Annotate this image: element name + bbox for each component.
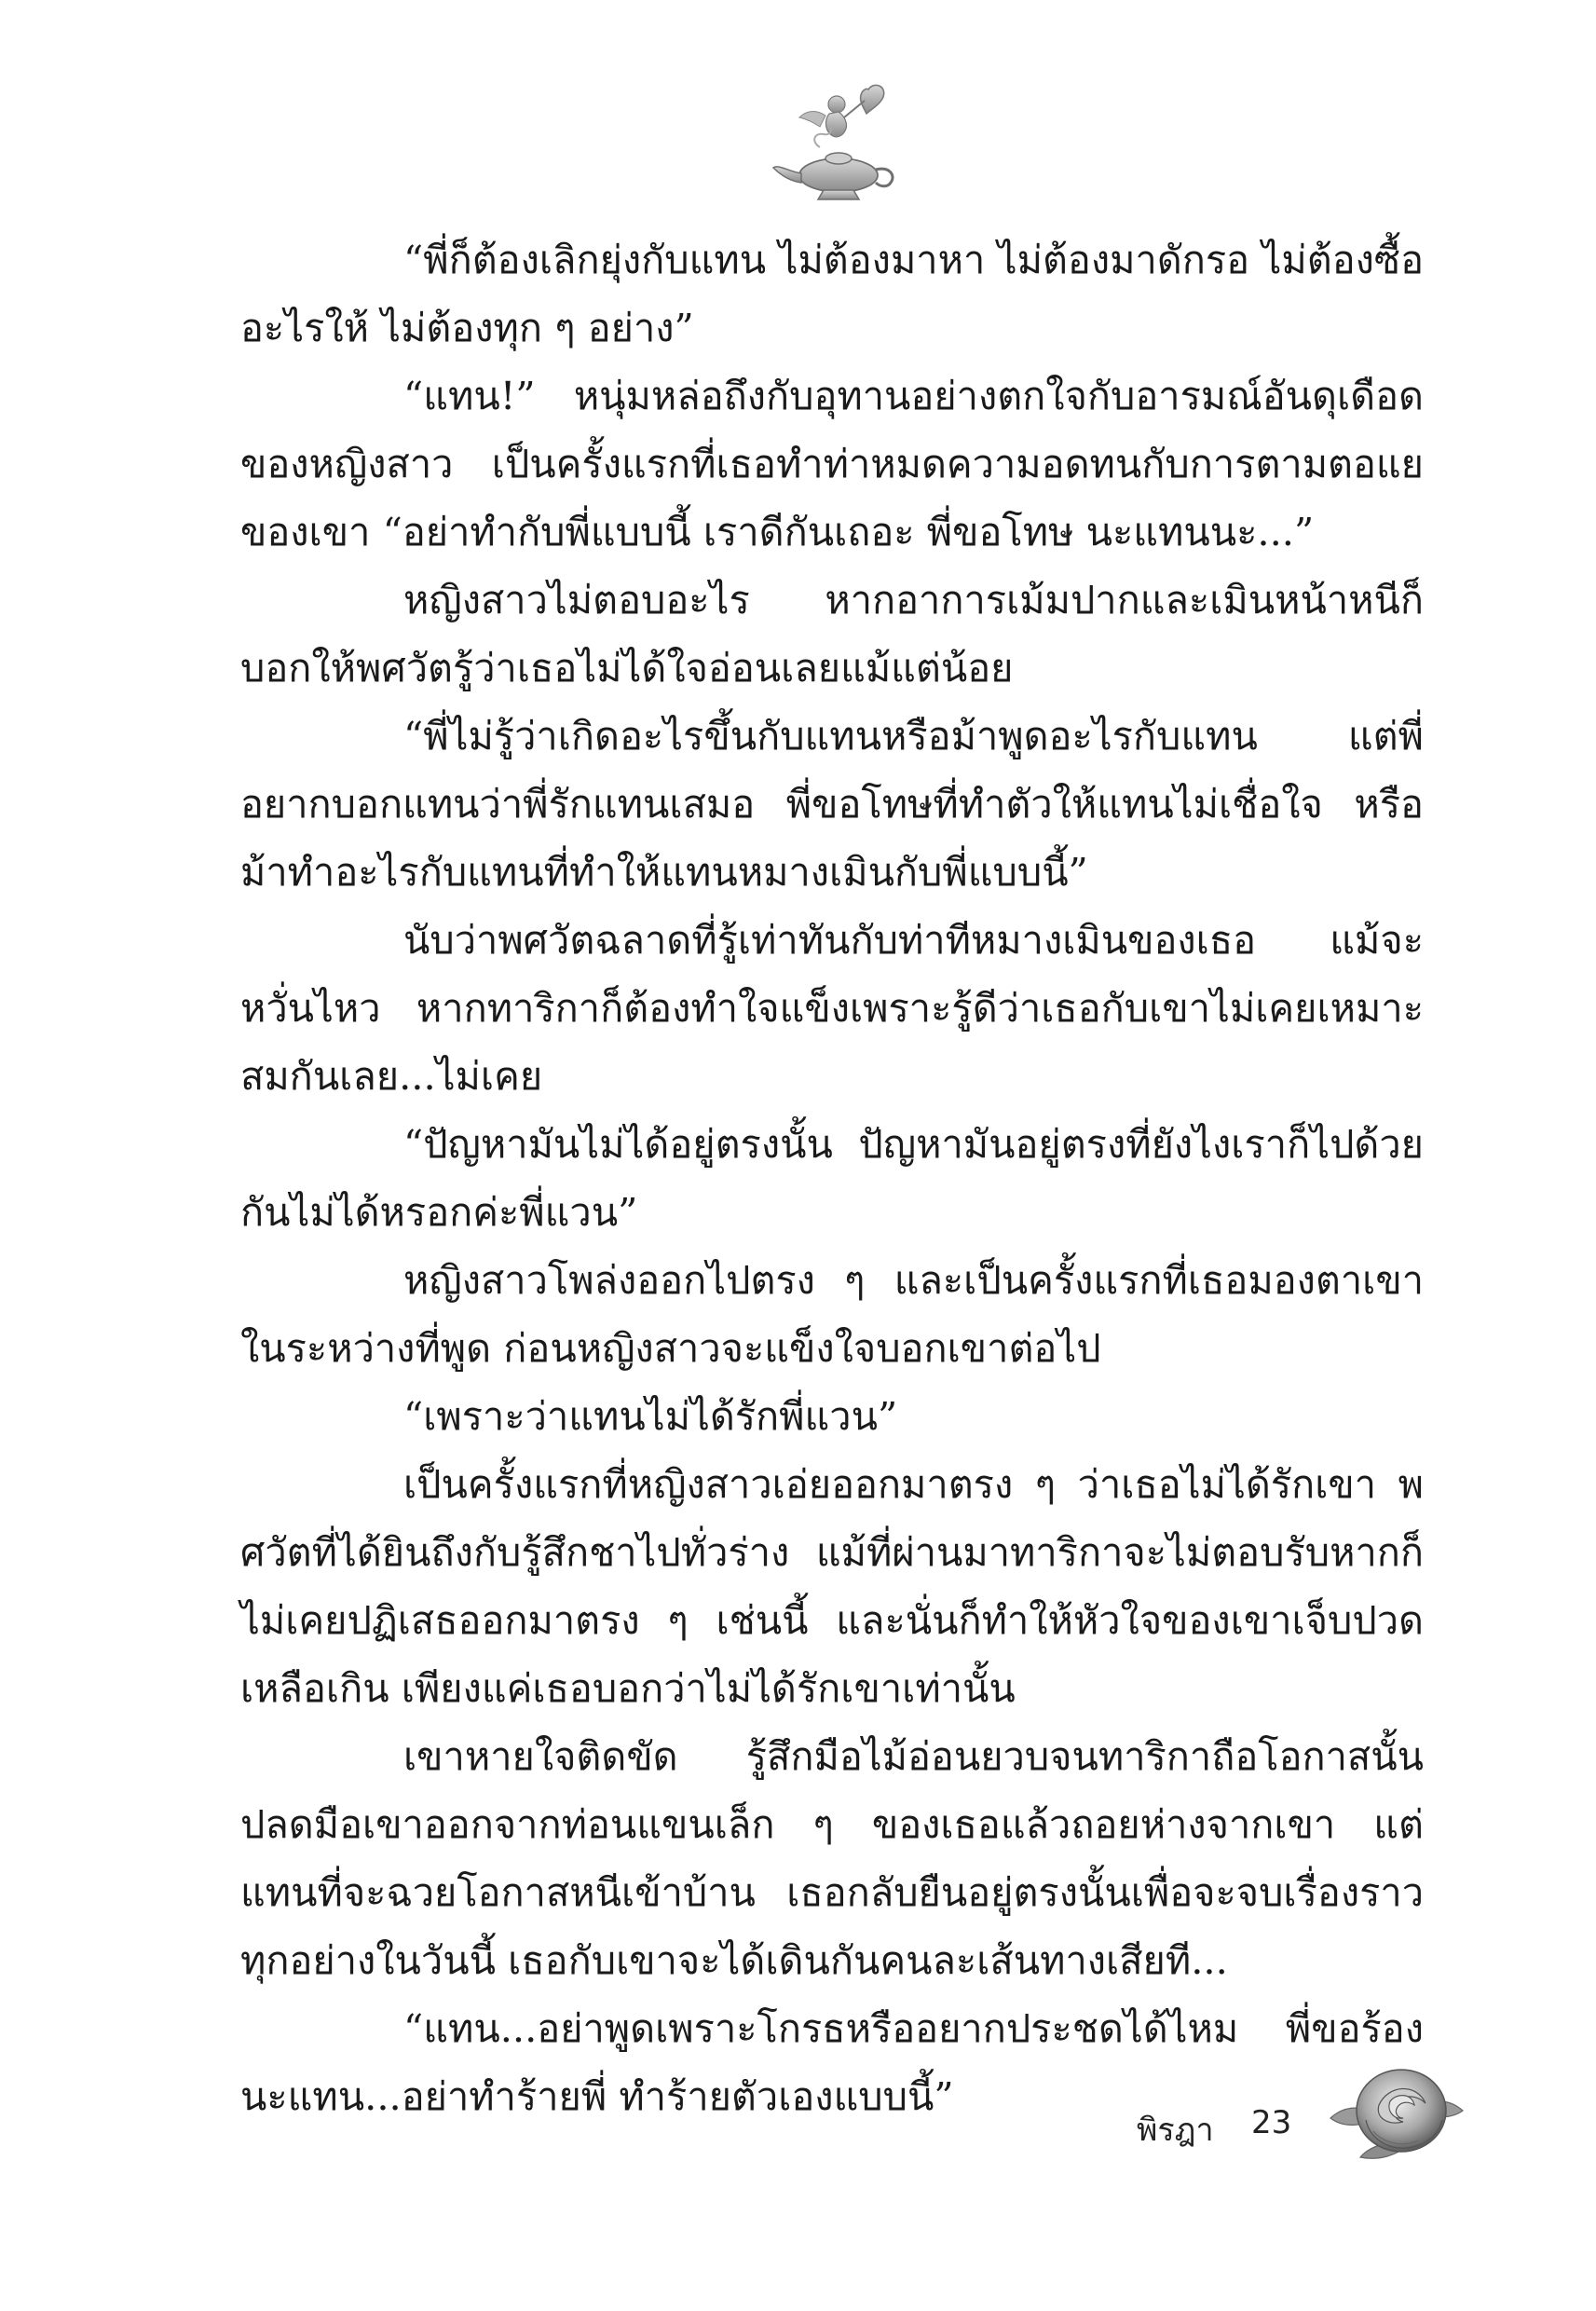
paragraph: “แทน...อย่าพูดเพราะโกรธหรืออยากประชดได้ไหม พี่ขอร้องนะแทน...อย่าทำร้ายพี่ ทำร้ายตัวเองแบบนี้” bbox=[240, 2005, 1424, 2119]
paragraph: หญิงสาวโพล่งออกไปตรง ๆ และเป็นครั้งแรกที่เธอมองตาเขาในระหว่างที่พูด ก่อนหญิงสาวจะแข็งใจบอกเขาต่อไป bbox=[240, 1257, 1424, 1371]
paragraph: เขาหายใจติดขัด รู้สึกมือไม้อ่อนยวบจนทาริกาถือโอกาสนั้นปลดมือเขาออกจากท่อนแขนเล็ก ๆ ของเธอแล้วถอยห่างจากเขา แต่แทนที่จะฉวยโอกาสหนีเข้าบ้าน เธอกลับยืนอยู่ตรงนั้นเพื่อจะจบเรื่องราวทุกอย่างในวันนี้ เธอกับเขาจะได้เดินกันคนละเส้นทางเสียที... bbox=[240, 1733, 1424, 1983]
paragraph: “พี่ไม่รู้ว่าเกิดอะไรขึ้นกับแทนหรือม้าพูดอะไรกับแทน แต่พี่อยากบอกแทนว่าพี่รักแทนเสมอ พี่ขอโทษที่ทำตัวให้แทนไม่เชื่อใจ หรือม้าทำอะไรกับแทนที่ทำให้แทนหมางเมินกับพี่แบบนี้” bbox=[240, 713, 1424, 895]
page-number: 23 bbox=[1251, 2104, 1292, 2141]
paragraph: “แทน!” หนุ่มหล่อถึงกับอุทานอย่างตกใจกับอารมณ์อันดุเดือดของหญิงสาว เป็นครั้งแรกที่เธอทำท่าหมดความอดทนกับการตามตอแยของเขา “อย่าทำกับพี่แบบนี้ เราดีกันเถอะ พี่ขอโทษ นะแทนนะ...” bbox=[240, 373, 1424, 554]
story-text bbox=[240, 226, 1424, 2130]
genie-lamp-cupid-ornament-icon bbox=[764, 73, 904, 212]
paragraph: “เพราะว่าแทนไม่ได้รักพี่แวน” bbox=[403, 1393, 898, 1439]
paragraph: เป็นครั้งแรกที่หญิงสาวเอ่ยออกมาตรง ๆ ว่าเธอไม่ได้รักเขา พศวัตที่ได้ยินถึงกับรู้สึกชาไปทั่วร่าง แม้ที่ผ่านมาทาริกาจะไม่ตอบรับหากก็ไม่เคยปฏิเสธออกมาตรง ๆ เช่นนี้ และนั่นก็ทำให้หัวใจของเขาเจ็บปวดเหลือเกิน เพียงแค่เธอบอกว่าไม่ได้รักเขาเท่านั้น bbox=[240, 1461, 1424, 1711]
footer-book-title: พิรฎา bbox=[1137, 2112, 1214, 2149]
rose-icon bbox=[1323, 2045, 1477, 2185]
paragraph: หญิงสาวไม่ตอบอะไร หากอาการเม้มปากและเมินหน้าหนีก็บอกให้พศวัตรู้ว่าเธอไม่ได้ใจอ่อนเลยแม้แต่น้อย bbox=[240, 577, 1424, 691]
paragraph: “ปัญหามันไม่ได้อยู่ตรงนั้น ปัญหามันอยู่ตรงที่ยังไงเราก็ไปด้วยกันไม่ได้หรอกค่ะพี่แวน” bbox=[240, 1121, 1424, 1235]
paragraph: นับว่าพศวัตฉลาดที่รู้เท่าทันกับท่าทีหมางเมินของเธอ แม้จะหวั่นไหว หากทาริกาก็ต้องทำใจแข็งเพราะรู้ดีว่าเธอกับเขาไม่เคยเหมาะสมกันเลย...ไม่เคย bbox=[240, 917, 1424, 1099]
paragraph: “พี่ก็ต้องเลิกยุ่งกับแทน ไม่ต้องมาหา ไม่ต้องมาดักรอ ไม่ต้องซื้ออะไรให้ ไม่ต้องทุก ๆ อย่าง” bbox=[240, 237, 1424, 350]
